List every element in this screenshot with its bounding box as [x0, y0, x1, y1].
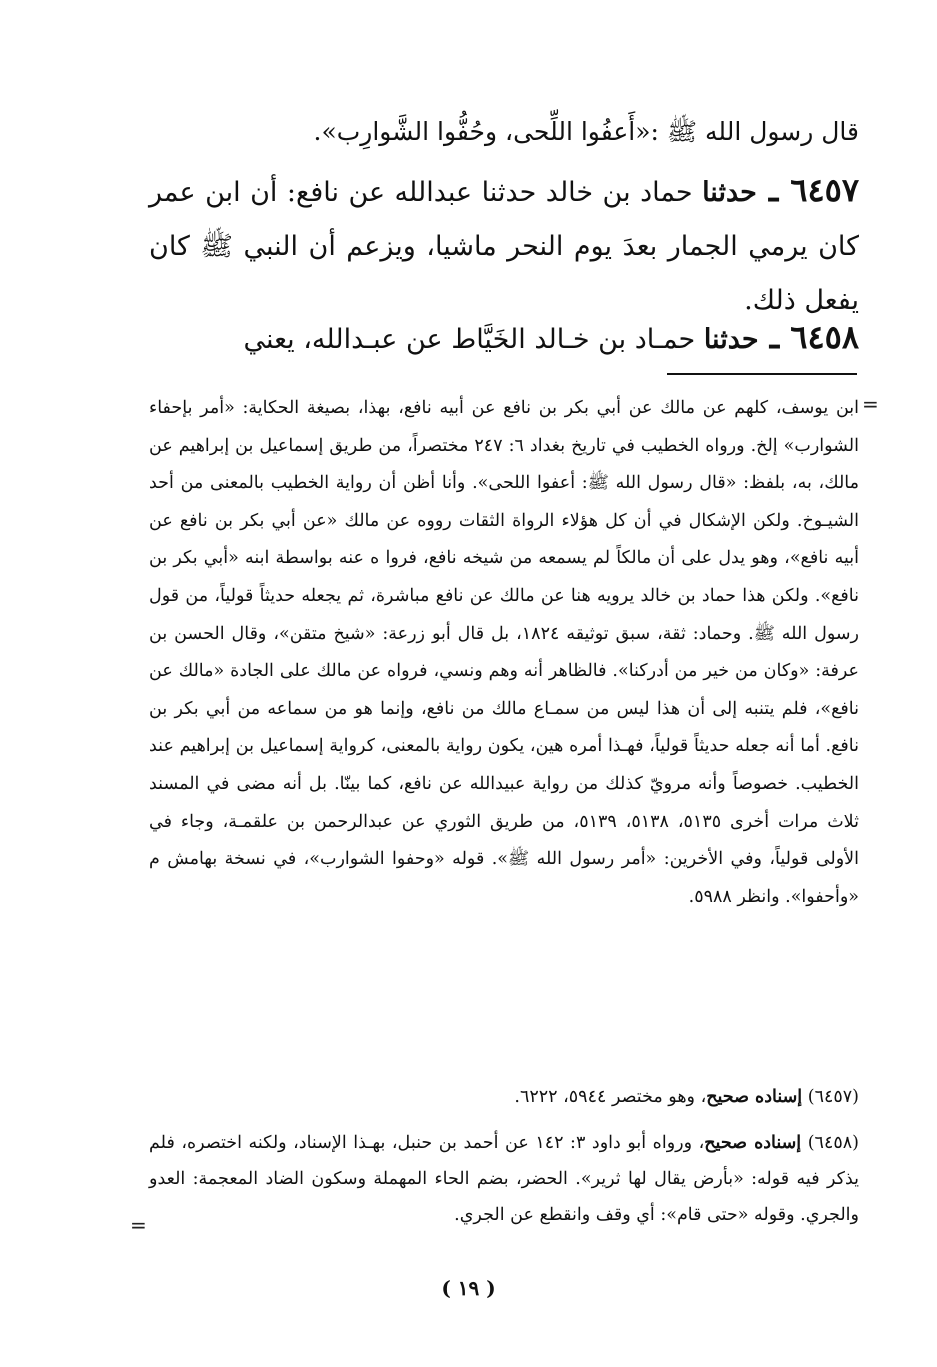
hadith-dash: ـ	[756, 171, 791, 209]
continuation-marker: =	[862, 392, 879, 416]
footnote-text: ، ورواه أبو داود ٣: ١٤٢ عن أحمد بن حنبل، بهـذا الإسناد، ولكنه اختصره، فلم يذكر فيه قوله: «بأرض يقال لها ثرير». الحضر، بضم الحاء المهملة وسكون الضاد المعجمة: العدو والجري. وقوله «حتى قام»: أي وقف وانقطع عن الجري.	[149, 1133, 859, 1225]
page-number: ( ١٩ )	[441, 1276, 496, 1300]
hadith-text: حمـاد بن خـالد الخَيَّاط عن عبـدالله، يعني	[243, 324, 704, 355]
hadith-6457	[149, 163, 859, 328]
haddathana-word: حدثنا	[702, 177, 757, 208]
intro-text: قال رسول الله ﷺ :«أَعفُوا اللِّحى، وحُفُّوا الشَّوارِب».	[313, 117, 859, 146]
isnad-label: إسناده صحيح	[704, 1133, 802, 1153]
intro-line	[149, 108, 859, 156]
footnote-continuation-text: ابن يوسف، كلهم عن مالك عن أبي بكر بن نافع عن أبيه نافع، بهذا، بصيغة الحكاية: «أمر بإحفاء الشوارب» إلخ. ورواه الخطيب في تاريخ بغداد ٦: ٢٤٧ مختصراً، من طريق إسماعيل بن إبراهيم عن مالك، به، بلفظ: «قال رسول الله ﷺ: أعفوا اللحى». وأنا أظن أن رواية الخطيب بالمعنى من أحد الشيـوخ. ولكن الإشكال في أن كل هؤلاء الرواة الثقات رووه عن مالك «عن أبي بكر بن نافع عن أبيه نافع»، وهو يدل على أن مالكاً لم يسمعه من شيخه نافع، فروا ه عنه بواسطة ابنه «أبي بكر بن نافع». ولكن هذا حماد بن خالد يرويه هنا عن مالك عن نافع مباشرة، ثم يجعله حديثاً قولياً، من قول رسول الله ﷺ. وحماد: ثقة، سبق توثيقه ١٨٢٤، بل قال أبو زرعة: «شيخ متقن»، وقال الحسن بن عرفة: «وكان من خير من أدركنا». فالظاهر أنه وهم ونسي، فرواه عن مالك على الجادة «مالك عن نافع»، فلم يتنبه إلى أن هذا ليس من سمـاع مالك من نافع، وإنما هو من سماعه من أبي بكر بن نافع. أما أنه جعله حديثاً قولياً، فهـذا أمره هين، يكون رواية بالمعنى، كرواية إسماعيل بن إبراهيم عند الخطيب. خصوصاً وأنه مرويّ كذلك من رواية عبيدالله عن نافع، كما بينّا. بل أنه مضى في المسند ثلاث مرات أخرى ٥١٣٥، ٥١٣٨، ٥١٣٩، من طريق الثوري عن عبدالرحمن بن علقمـة، وجاء في الأولى قولياً، وفي الأخرين: «أمر رسول الله ﷺ». قوله «وحفوا الشوارب»، في نسخة بهامش م «وأحفوا». وانظر ٥٩٨٨.	[149, 398, 859, 907]
hadith-6458	[149, 310, 859, 367]
hadith-text: حماد بن خالد حدثنا عبدالله عن نافع: أن ابن عمر كان يرمي الجمار بعدَ يوم النحر ماشيا، ويزعم أن النبي ﷺ كان يفعل ذلك.	[149, 177, 859, 316]
hadith-dash: ـ	[758, 318, 791, 356]
hadith-number: ٦٤٥٨	[790, 318, 859, 356]
hadith-number: ٦٤٥٧	[790, 171, 859, 209]
footnote-ref: (٦٤٥٧)	[807, 1087, 859, 1107]
footnote-6458	[149, 1125, 859, 1233]
footnote-text: ، وهو مختصر ٥٩٤٤، ٦٢٢٢.	[514, 1087, 707, 1107]
footnote-ref: (٦٤٥٨)	[807, 1133, 859, 1153]
footnote-separator	[667, 373, 857, 375]
footnote-6457	[149, 1079, 859, 1115]
isnad-label: إسناده صحيح	[706, 1087, 803, 1107]
end-marker: =	[130, 1213, 147, 1237]
footnote-continuation	[149, 390, 859, 916]
haddathana-word: حدثنا	[703, 324, 759, 355]
